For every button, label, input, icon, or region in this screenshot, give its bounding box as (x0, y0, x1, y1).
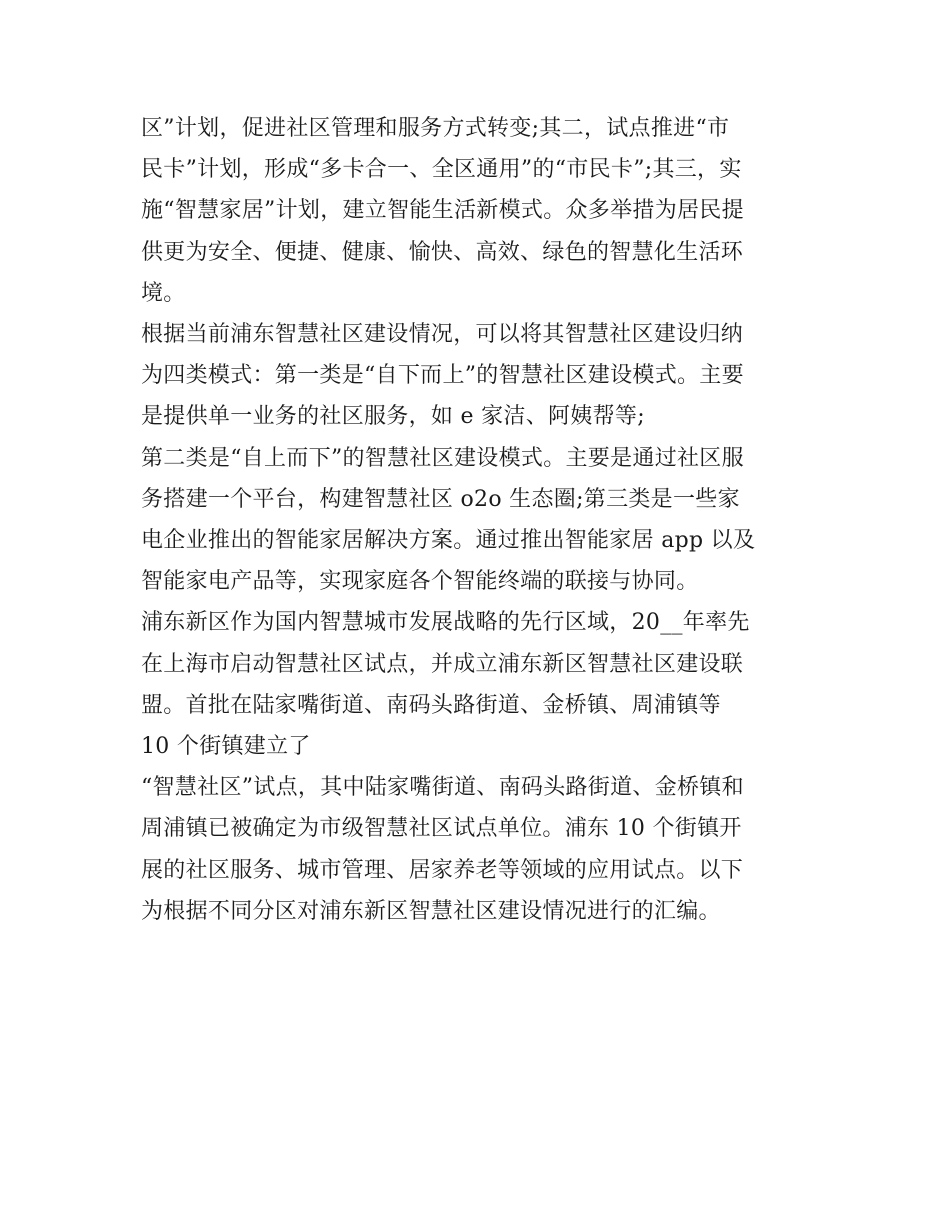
text-line: 周浦镇已被确定为市级智慧社区试点单位。浦东 10 个街镇开 (141, 816, 742, 842)
text-line: 展的社区服务、城市管理、居家养老等领域的应用试点。以下 (141, 857, 744, 883)
text-line: “智慧社区”试点，其中陆家嘴街道、南码头路街道、金桥镇和 (141, 775, 744, 801)
text-line: 务搭建一个平台，构建智慧社区 o2o 生态圈;第三类是一些家 (141, 486, 740, 512)
text-line: 民卡”计划，形成“多卡合一、全区通用”的“市民卡”;其三，实 (141, 157, 742, 183)
text-line: 境。 (141, 280, 186, 306)
text-line: 在上海市启动智慧社区试点，并成立浦东新区智慧社区建设联 (141, 651, 744, 677)
text-line: 第二类是“自上而下”的智慧社区建设模式。主要是通过社区服 (141, 445, 744, 471)
text-line: 施“智慧家居”计划，建立智能生活新模式。众多举措为居民提 (141, 198, 744, 224)
text-line: 是提供单一业务的社区服务，如 e 家洁、阿姨帮等; (141, 404, 645, 430)
text-line: 电企业推出的智能家居解决方案。通过推出智能家居 app 以及 (141, 528, 756, 554)
text-line: 盟。首批在陆家嘴街道、南码头路街道、金桥镇、周浦镇等 (141, 692, 721, 718)
text-line: 为根据不同分区对浦东新区智慧社区建设情况进行的汇编。 (141, 898, 721, 924)
text-line: 根据当前浦东智慧社区建设情况，可以将其智慧社区建设归纳 (141, 322, 744, 348)
text-line: 为四类模式：第一类是“自下而上”的智慧社区建设模式。主要 (141, 363, 744, 389)
text-line: 供更为安全、便捷、健康、愉快、高效、绿色的智慧化生活环 (141, 239, 744, 265)
text-line: 10 个街镇建立了 (141, 734, 311, 760)
document-body (141, 108, 821, 932)
text-line: 智能家电产品等，实现家庭各个智能终端的联接与协同。 (141, 569, 699, 595)
text-line: 浦东新区作为国内智慧城市发展战略的先行区域，20__年率先 (141, 610, 750, 636)
text-line: 区”计划，促进社区管理和服务方式转变;其二，试点推进“市 (141, 116, 730, 141)
